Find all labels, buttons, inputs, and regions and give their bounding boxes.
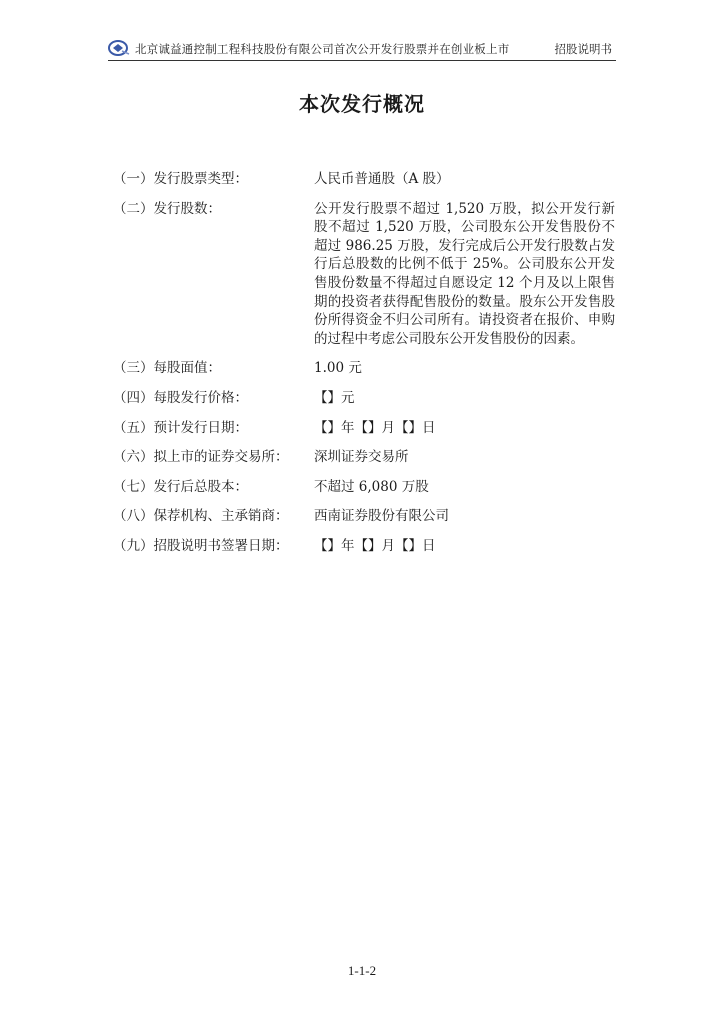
info-label: （二）发行股数：	[113, 200, 221, 217]
info-value: 【】年【】月【】日	[314, 537, 436, 554]
offering-info-list	[113, 170, 623, 567]
company-logo-icon	[108, 40, 130, 56]
info-value: 【】年【】月【】日	[314, 419, 436, 436]
info-value: 西南证券股份有限公司	[314, 508, 449, 525]
info-row-signing-date	[113, 537, 623, 556]
info-label: （九）招股说明书签署日期：	[113, 537, 289, 554]
info-value: 公开发行股票不超过 1,520 万股，拟公开发行新股不超过 1,520 万股，公司股东公开发售股份不超过 986.25 万股，发行完成后公开发行股数占发行后总股数的比例不低于 25%。公司股东公开发售股份数量不得超过自愿设定 12 个月及以上限售期的投资者获得配售股份的数量。股东公开发售股份所得资金不归公司所有。请投资者在报价、申购的过程中考虑公司股东公开发售股份的因素。	[314, 200, 615, 347]
page-title: 本次发行概况	[299, 92, 425, 116]
info-label: （七）发行后总股本：	[113, 478, 248, 495]
info-row-sponsor	[113, 507, 623, 526]
page-header	[108, 38, 616, 61]
info-row-exchange	[113, 448, 623, 467]
header-company-name: 北京诚益通控制工程科技股份有限公司首次公开发行股票并在创业板上市	[135, 42, 510, 56]
info-row-total-shares	[113, 478, 623, 497]
info-value: 不超过 6,080 万股	[314, 478, 429, 495]
info-row-share-count	[113, 200, 623, 349]
info-label: （四）每股发行价格：	[113, 389, 248, 406]
info-label: （六）拟上市的证券交易所：	[113, 449, 289, 466]
header-document-type: 招股说明书	[554, 42, 612, 56]
info-label: （一）发行股票类型：	[113, 171, 248, 187]
info-value: 深圳证券交易所	[314, 449, 409, 466]
info-label: （三）每股面值：	[113, 360, 221, 377]
page-number: 1-1-2	[347, 963, 377, 978]
info-row-stock-type	[113, 170, 623, 189]
info-value: 人民币普通股（A 股）	[314, 171, 450, 187]
info-value: 【】元	[314, 389, 355, 406]
info-row-issue-price	[113, 389, 623, 408]
info-value: 1.00 元	[314, 360, 362, 377]
info-row-par-value	[113, 359, 623, 378]
info-label: （八）保荐机构、主承销商：	[113, 508, 289, 525]
info-label: （五）预计发行日期：	[113, 419, 248, 436]
info-row-issue-date	[113, 419, 623, 438]
